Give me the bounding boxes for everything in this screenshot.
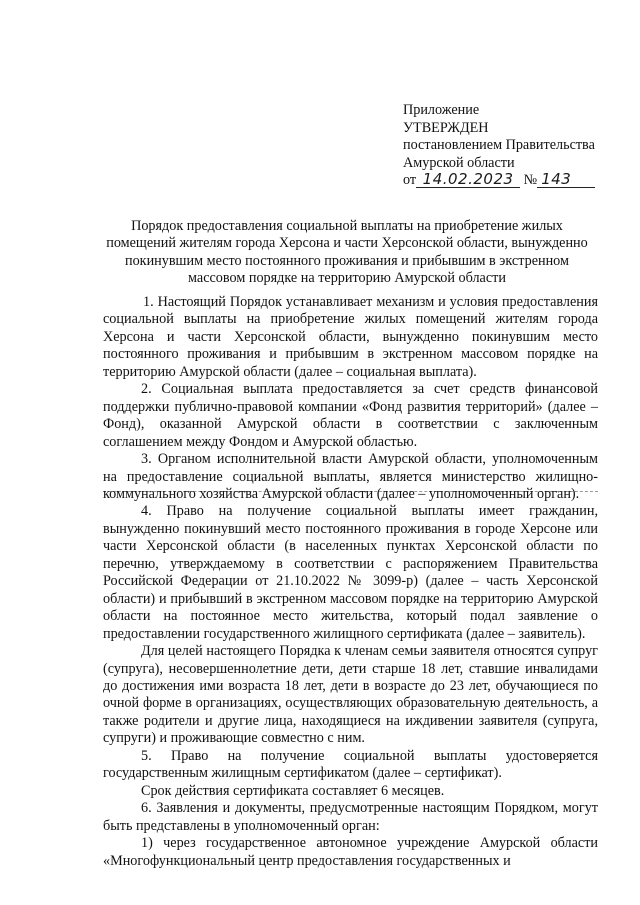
paragraph-4: 4. Право на получение социальной выплаты имеет гражданин, вынужденно покинувший место постоянного проживания в городе Херсоне или части Херсонской области (в населенных пунктах Херсонской области по перечню, утверждаемому в соответствии с распоряжением Правительства Российской Федерации от 21.10.2022 № 3099-р) (далее – часть Херсонской области) и прибывший в экстренном массовом порядке на территорию Амурской области на постоянное место жительства, который подал заявление о предоставлении государственного жилищного сертификата (далее – заявитель).	[103, 503, 598, 642]
paragraph-6: 6. Заявления и документы, предусмотренные настоящим Порядком, могут быть представлены в уполномоченный орган:	[103, 800, 598, 834]
date-prefix: от	[403, 172, 417, 189]
handwritten-number: 143	[537, 172, 595, 188]
document-title: Порядок предоставления социальной выплаты на приобретение жилых помещений жителям города Херсона и части Херсонской области, вынужденно покинувшим место постоянного проживания и прибывшим в экстренном массовом порядке на территорию Амурской области	[106, 218, 588, 287]
paragraph-5: 5. Право на получение социальной выплаты удостоверяется государственным жилищным сертификатом (далее – сертификат).	[103, 747, 598, 782]
approved-label: УТВЕРЖДЕН	[403, 119, 489, 136]
paragraph-3: 3. Органом исполнительной власти Амурской области, уполномоченным на предоставление социальной выплаты, является министерство жилищно-коммунального хозяйства Амурской области (далее – уполномоченный орган).	[103, 451, 598, 502]
paragraph-certificate-term: Срок действия сертификата составляет 6 месяцев.	[141, 782, 445, 799]
paragraph-1: 1. Настоящий Порядок устанавливает механизм и условия предоставления социальной выплаты на приобретение жилых помещений жителям города Херсона и части Херсонской области, вынужденно покинувшим место постоянного проживания и прибывшим в экстренном массовом порядке на территорию Амурской области (далее – социальная выплата).	[103, 294, 598, 380]
appendix-label: Приложение	[403, 102, 480, 118]
region-label: Амурской области	[403, 154, 515, 171]
document-body	[103, 294, 598, 870]
number-sign: №	[523, 172, 538, 189]
paragraph-2: 2. Социальная выплата предоставляется за счет средств финансовой поддержки публично-правовой компании «Фонд развития территорий» (далее – Фонд), оказанной Амурской области в соответствии с заключенным соглашением между Фондом и Амурской областью.	[103, 381, 598, 450]
approval-stamp-block	[403, 102, 623, 190]
paragraph-family-members: Для целей настоящего Порядка к членам семьи заявителя относятся супруг (супруга), несовершеннолетние дети, дети старше 18 лет, ставшие инвалидами до достижения ими возраста 18 лет, дети в возрасте до 23 лет, обучающиеся по очной форме в организациях, осуществляющих образовательную деятельность, а также родители и другие лица, находящиеся на иждивении заявителя (супруга, супруги) и проживающие совместно с ним.	[103, 643, 598, 747]
resolution-label: постановлением Правительства	[403, 137, 595, 154]
paragraph-6-item-1: 1) через государственное автономное учреждение Амурской области «Многофункциональный центр предоставления государственных и	[103, 835, 598, 869]
handwritten-date: 14.02.2023	[416, 172, 520, 188]
date-number-line	[403, 172, 623, 190]
